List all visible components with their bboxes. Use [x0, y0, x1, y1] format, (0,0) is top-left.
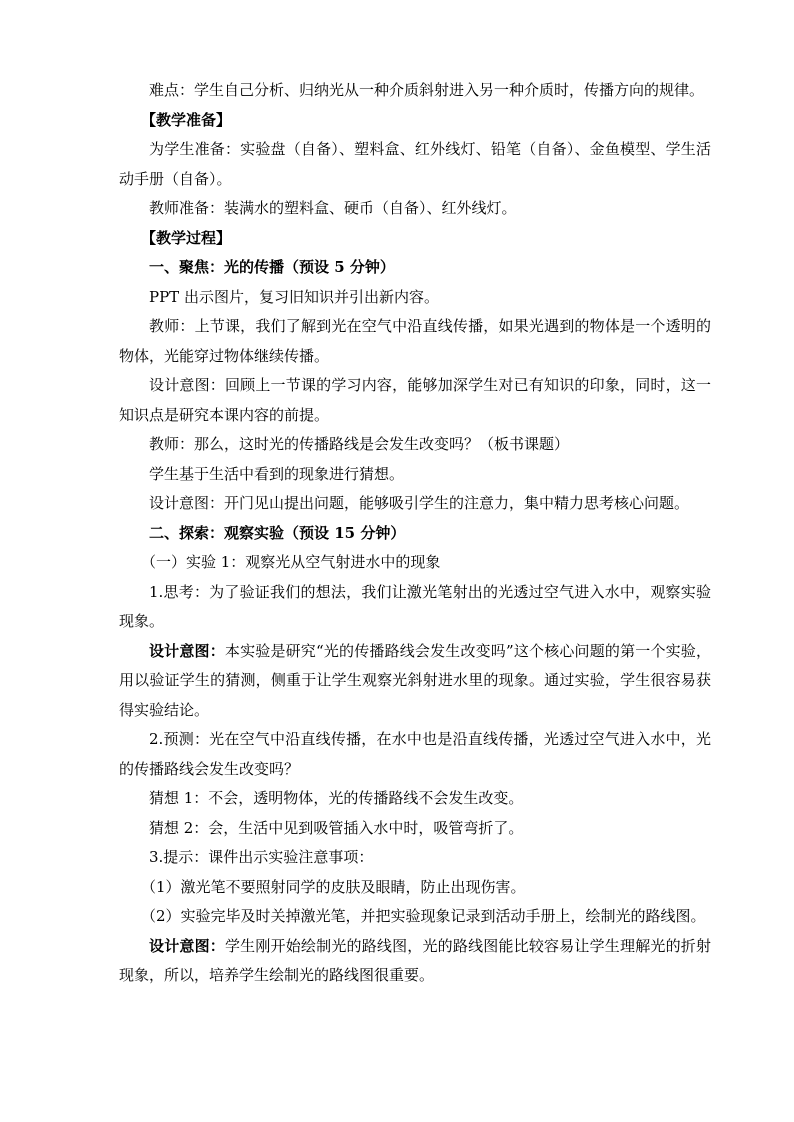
paragraph-text: PPT 出示图片，复习旧知识并引出新内容。: [149, 287, 439, 306]
paragraph-text: 猜想 1：不会，透明物体，光的传播路线不会发生改变。: [149, 789, 524, 807]
paragraph-hint: [119, 843, 711, 873]
subheading-explore: [119, 519, 711, 549]
paragraph-teacher-materials: [119, 194, 711, 224]
bold-label: 设计意图：: [149, 641, 225, 660]
paragraph-text: 设计意图：开门见山提出问题，能够吸引学生的注意力，集中精力思考核心问题。: [149, 494, 690, 512]
paragraph-ppt: [119, 283, 711, 313]
heading-text: 二、探索：观察实验（预设 15 分钟）: [149, 523, 406, 542]
paragraph-note-1: [119, 873, 711, 903]
paragraph-predict: [119, 725, 711, 784]
paragraph-text: 学生基于生活中看到的现象进行猜想。: [149, 464, 405, 483]
paragraph-teacher-question: [119, 430, 711, 460]
paragraph-text: 设计意图：回顾上一节课的学习内容，能够加深学生对已有知识的印象，同时，这一知识点是研究本课内容的前提。: [119, 376, 711, 424]
paragraph-design-intent: [119, 932, 711, 991]
paragraph-text: 猜想 2：会，生活中见到吸管插入水中时，吸管弯折了。: [149, 818, 524, 837]
heading-text: 【教学准备】: [141, 110, 232, 129]
subheading-focus: [119, 253, 711, 283]
paragraph-guess-1: [119, 784, 711, 814]
paragraph-text: 1.思考：为了验证我们的想法，我们让激光笔射出的光透过空气进入水中，观察实验现象。: [119, 582, 711, 630]
paragraph-design-intent: [119, 489, 711, 519]
paragraph-text: 教师：那么，这时光的传播路线是会发生改变吗？（板书课题）: [149, 435, 570, 453]
paragraph-text: 为学生准备：实验盘（自备）、塑料盒、红外线灯、铅笔（自备）、金鱼模型、学生活动手册（自备）。: [119, 140, 711, 188]
paragraph-text: 2.预测：光在空气中沿直线传播，在水中也是沿直线传播，光透过空气进入水中，光的传播路线会发生改变吗？: [119, 730, 711, 778]
paragraph-teacher-intro: [119, 312, 711, 371]
section-heading-preparation: [119, 106, 711, 136]
paragraph-note-2: [119, 902, 711, 932]
paragraph-text: （2）实验完毕及时关掉激光笔，并把实验现象记录到活动手册上，绘制光的路线图。: [141, 907, 706, 925]
paragraph-student-materials: [119, 135, 711, 194]
paragraph-student-guess: [119, 460, 711, 490]
paragraph-text: 本实验是研究“光的传播路线会发生改变吗”这个核心问题的第一个实验，用以验证学生的猜测，侧重于让学生观察光斜射进水里的现象。通过实验，学生很容易获得实验结论。: [119, 641, 711, 719]
paragraph-difficulty: [119, 76, 711, 106]
paragraph-experiment-1: [119, 548, 711, 578]
paragraph-text: 3.提示：课件出示实验注意事项：: [149, 848, 374, 866]
paragraph-text: 难点：学生自己分析、归纳光从一种介质斜射进入另一种介质时，传播方向的规律。: [149, 81, 705, 99]
bold-label: 设计意图：: [149, 936, 225, 955]
paragraph-think: [119, 578, 711, 637]
paragraph-text: 教师准备：装满水的塑料盒、硬币（自备）、红外线灯。: [149, 199, 517, 217]
paragraph-text: （一）实验 1：观察光从空气射进水中的现象: [141, 553, 441, 571]
paragraph-text: （1）激光笔不要照射同学的皮肤及眼睛，防止出现伤害。: [141, 877, 526, 896]
heading-text: 【教学过程】: [141, 228, 232, 247]
document-body: [119, 76, 711, 991]
paragraph-guess-2: [119, 814, 711, 844]
paragraph-design-intent: [119, 371, 711, 430]
paragraph-text: 学生刚开始绘制光的路线图，光的路线图能比较容易让学生理解光的折射现象，所以，培养学生绘制光的路线图很重要。: [119, 936, 711, 984]
section-heading-process: [119, 224, 711, 254]
paragraph-text: 教师：上节课，我们了解到光在空气中沿直线传播，如果光遇到的物体是一个透明的物体，光能穿过物体继续传播。: [119, 317, 711, 365]
heading-text: 一、聚焦：光的传播（预设 5 分钟）: [149, 258, 395, 276]
paragraph-design-intent: [119, 637, 711, 726]
